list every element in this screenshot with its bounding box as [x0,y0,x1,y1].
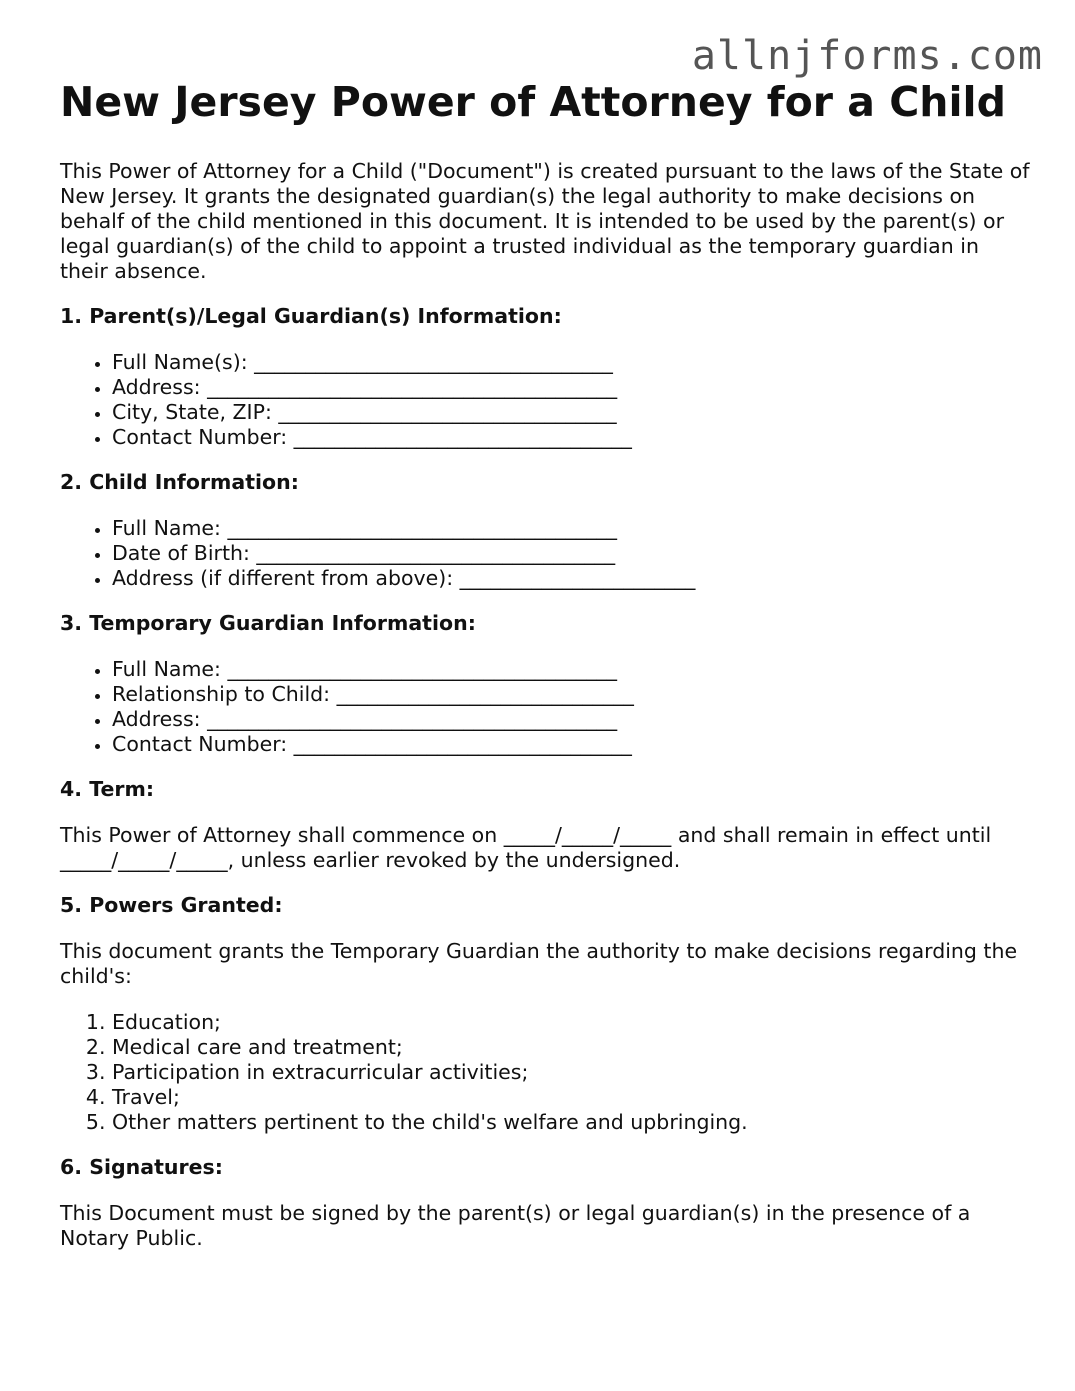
parent-info-list [60,350,1030,450]
site-watermark: allnjforms.com [691,33,1043,79]
signatures-paragraph: This Document must be signed by the parent(s) or legal guardian(s) in the presence of a Notary Public. [60,1201,971,1250]
section-signatures-heading: 6. Signatures: [60,1155,223,1179]
parent-full-name-field[interactable]: • Full Name(s): ___________________________________ [112,350,1030,375]
parent-city-state-zip-field[interactable]: • City, State, ZIP: _________________________________ [112,400,1030,425]
section-term-heading: 4. Term: [60,777,155,801]
document-title: New Jersey Power of Attorney for a Child [60,78,1006,126]
power-item: 2. Medical care and treatment; [112,1035,1030,1060]
power-item: 1. Education; [112,1010,1030,1035]
term-paragraph[interactable]: This Power of Attorney shall commence on _____/_____/_____ and shall remain in effect until _____/_____/_____, unless earlier revoked by the undersigned. [60,823,992,872]
child-address-field[interactable]: • Address (if different from above): _______________________ [112,566,1030,591]
powers-list [60,1010,1030,1135]
parent-address-field[interactable]: • Address: ________________________________________ [112,375,1030,400]
guardian-full-name-field[interactable]: • Full Name: ______________________________________ [112,657,1030,682]
section-guardian-info-heading: 3. Temporary Guardian Information: [60,611,476,635]
intro-paragraph: This Power of Attorney for a Child ("Document") is created pursuant to the laws of the State of New Jersey. It grants the designated guardian(s) the legal authority to make decisions on behalf of the child mentioned in this document. It is intended to be used by the parent(s) or legal guardian(s) of the child to appoint a trusted individual as the temporary guardian in their absence. [60,159,1030,283]
power-item: 3. Participation in extracurricular activities; [112,1060,1030,1085]
child-dob-field[interactable]: • Date of Birth: ___________________________________ [112,541,1030,566]
power-item: 5. Other matters pertinent to the child's welfare and upbringing. [112,1110,1030,1135]
section-child-info-heading: 2. Child Information: [60,470,299,494]
guardian-relationship-field[interactable]: • Relationship to Child: _____________________________ [112,682,1030,707]
power-item: 4. Travel; [112,1085,1030,1110]
section-parent-info-heading: 1. Parent(s)/Legal Guardian(s) Information: [60,304,562,328]
guardian-address-field[interactable]: • Address: ________________________________________ [112,707,1030,732]
guardian-contact-number-field[interactable]: • Contact Number: _________________________________ [112,732,1030,757]
child-full-name-field[interactable]: • Full Name: ______________________________________ [112,516,1030,541]
section-powers-heading: 5. Powers Granted: [60,893,283,917]
document-page [60,78,1030,1251]
child-info-list [60,516,1030,591]
parent-contact-number-field[interactable]: • Contact Number: _________________________________ [112,425,1030,450]
powers-paragraph: This document grants the Temporary Guardian the authority to make decisions regarding the child's: [60,939,1018,988]
guardian-info-list [60,657,1030,757]
